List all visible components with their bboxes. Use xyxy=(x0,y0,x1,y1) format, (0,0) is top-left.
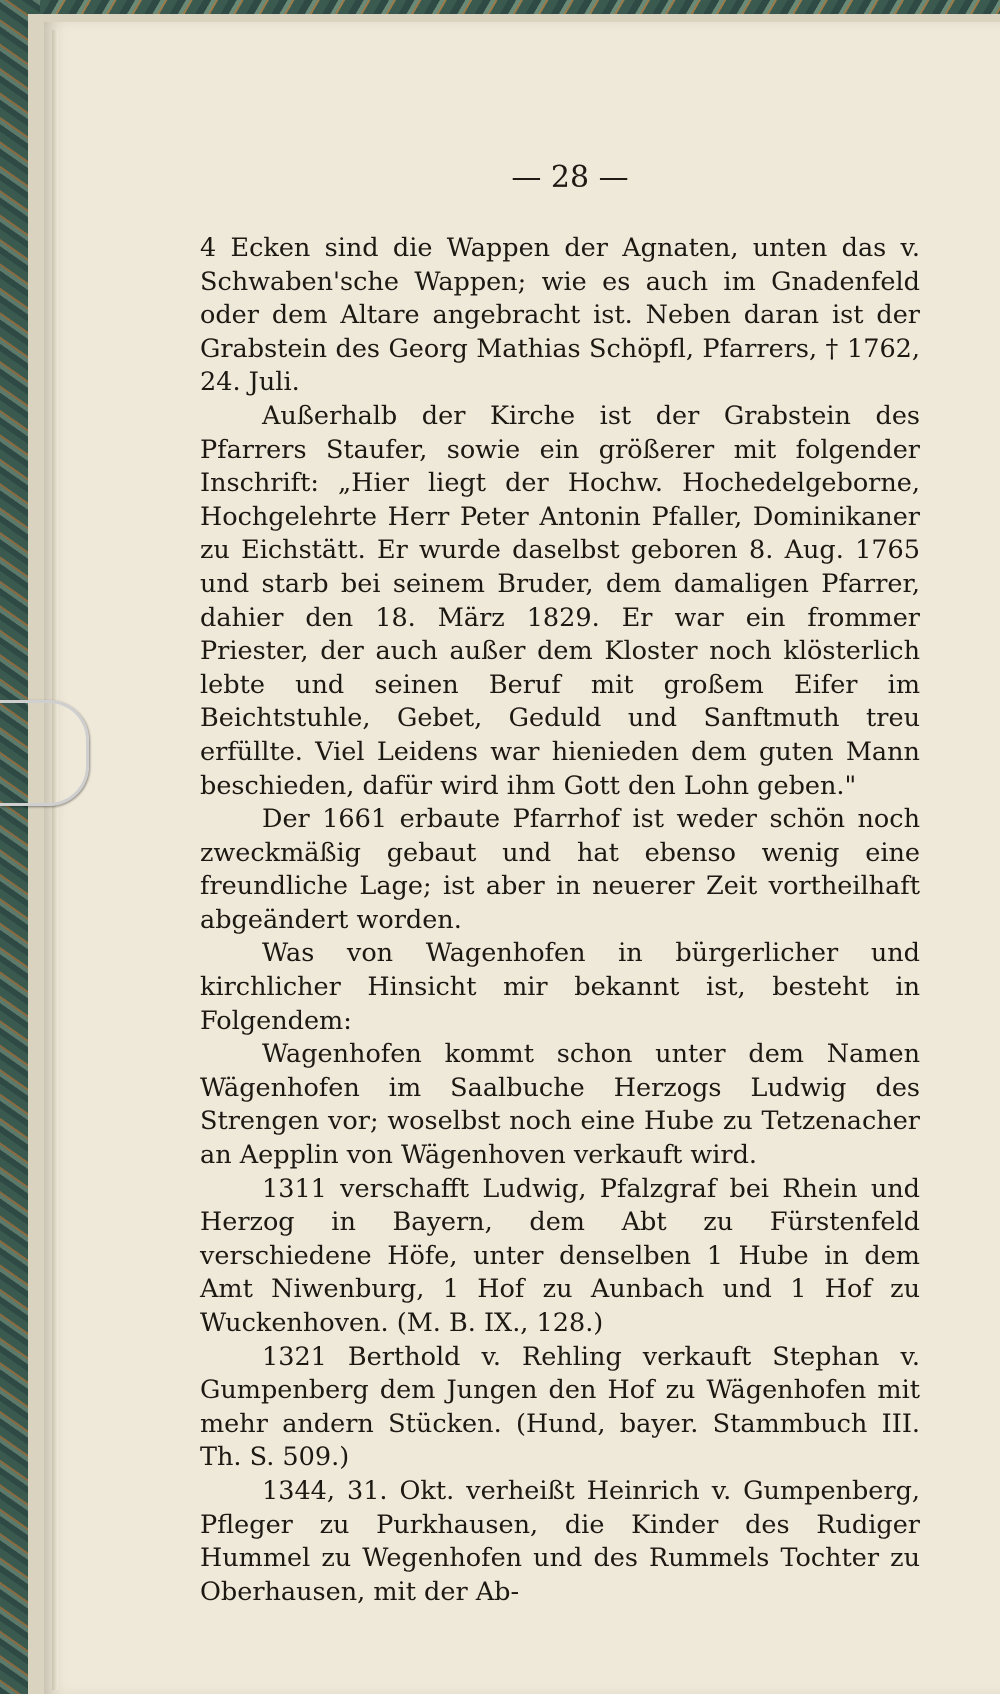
page-number: — 28 — xyxy=(511,160,629,195)
paragraph-8: 1344, 31. Okt. verheißt Heinrich v. Gumpenberg, Pfleger zu Purkhausen, die Kinder des Rudiger Hummel zu Wegenhofen und des Rummels Tochter zu Oberhausen, mit der Ab- xyxy=(200,1475,920,1607)
page-body xyxy=(200,232,920,1609)
paragraph-2: Außerhalb der Kirche ist der Grabstein des Pfarrers Staufer, sowie ein größerer mit folgender Inschrift: „Hier liegt der Hochw. Hochedelgeborne, Hochgelehrte Herr Peter Antonin Pfaller, Dominikaner zu Eichstätt. Er wurde daselbst geboren 8. Aug. 1765 und starb bei seinem Bruder, dem damaligen Pfarrer, dahier den 18. März 1829. Er war ein frommer Priester, der auch außer dem Kloster noch klösterlich lebte und seinen Beruf mit großem Eifer im Beichtstuhle, Gebet, Geduld und Sanftmuth treu erfüllte. Viel Leidens war hienieden dem guten Mann beschieden, dafür wird ihm Gott den Lohn geben." xyxy=(200,400,920,801)
paragraph-3: Der 1661 erbaute Pfarrhof ist weder schön noch zweckmäßig gebaut und hat ebenso wenig eine freundliche Lage; ist aber in neuerer Zeit vortheilhaft abgeändert worden. xyxy=(200,804,920,935)
paragraph-1: 4 Ecken sind die Wappen der Agnaten, unten das v. Schwaben'sche Wappen; wie es auch im Gnadenfeld oder dem Altare angebracht ist. Neben daran ist der Grabstein des Georg Mathias Schöpfl, Pfarrers, † 1762, 24. Juli. xyxy=(200,233,920,398)
paragraph-7: 1321 Berthold v. Rehling verkauft Stephan v. Gumpenberg dem Jungen den Hof zu Wägenhofen mit mehr andern Stücken. (Hund, bayer. Stammbuch III. Th. S. 509.) xyxy=(200,1341,920,1473)
paragraph-6: 1311 verschafft Ludwig, Pfalzgraf bei Rhein und Herzog in Bayern, dem Abt zu Fürstenfeld verschiedene Höfe, unter denselben 1 Hube in dem Amt Niwenburg, 1 Hof zu Aunbach und 1 Hof zu Wuckenhoven. (M. B. IX., 128.) xyxy=(200,1173,920,1338)
paragraph-5: Wagenhofen kommt schon unter dem Namen Wägenhofen im Saalbuche Herzogs Ludwig des Strengen vor; woselbst noch eine Hube zu Tetzenacher an Aepplin von Wägenhoven verkauft wird. xyxy=(200,1039,920,1171)
paragraph-4: Was von Wagenhofen in bürgerlicher und kirchlicher Hinsicht mir bekannt ist, besteht in Folgendem: xyxy=(200,938,920,1036)
paper-clip xyxy=(0,700,89,806)
page-binding xyxy=(52,30,58,1690)
